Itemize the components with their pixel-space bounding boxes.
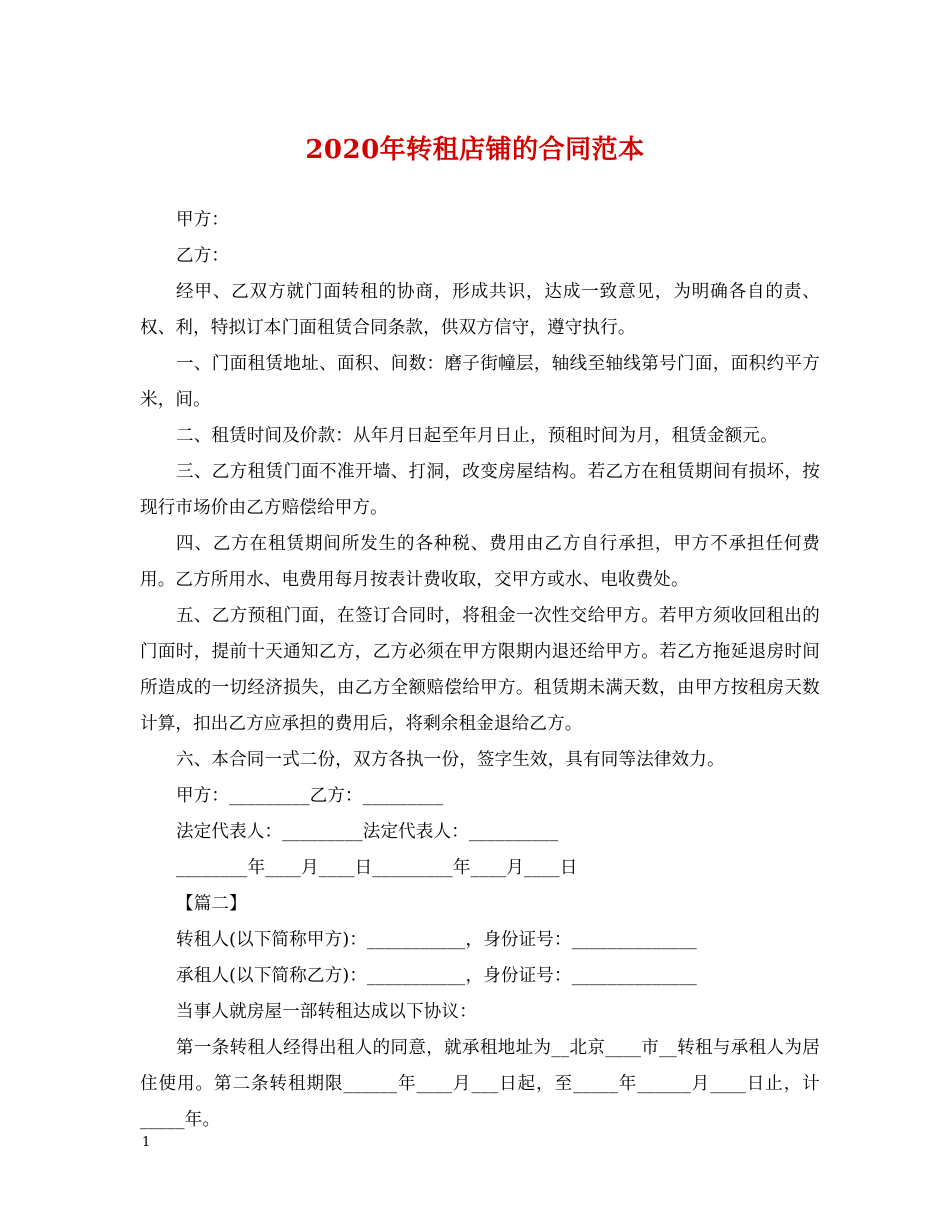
party-b-line: 乙方：: [176, 246, 230, 266]
clause-5-paragraph: 五、乙方预租门面，在签订合同时，将租金一次性交给甲方。若甲方须收回租出的门面时，提前十天通知乙方，乙方必须在甲方限期内退还给甲方。若乙方拖延退房时间所造成的一切经济损失，由乙方全额赔偿给甲方。租赁期未满天数，由甲方按租房天数计算，扣出乙方应承担的费用后，将剩余租金退给乙方。: [140, 606, 820, 734]
article-1-paragraph: 第一条转租人经得出租人的同意，就承租地址为__北京____市__转租与承租人为居住使用。第二条转租期限______年____月___日起，至_____年______月____日止，计_____年。: [140, 1038, 820, 1130]
legal-representative-line: 法定代表人：_________法定代表人：__________: [176, 822, 559, 842]
party-a-line: 甲方：: [176, 210, 230, 230]
clause-4-paragraph: 四、乙方在租赁期间所发生的各种税、费用由乙方自行承担，甲方不承担任何费用。乙方所用水、电费用每月按表计费收取，交甲方或水、电收费处。: [140, 534, 820, 590]
preamble-paragraph: 经甲、乙双方就门面转租的协商，形成共识，达成一致意见，为明确各自的责、权、利，特拟订本门面租赁合同条款，供双方信守，遵守执行。: [140, 282, 820, 338]
clause-3-paragraph: 三、乙方租赁门面不准开墙、打洞，改变房屋结构。若乙方在租赁期间有损坏，按现行市场价由乙方赔偿给甲方。: [140, 462, 820, 518]
section-two-heading: 【篇二】: [176, 894, 247, 914]
clause-1-paragraph: 一、门面租赁地址、面积、间数：磨子街幢层，轴线至轴线第号门面，面积约平方米，间。: [140, 354, 820, 410]
clause-6-paragraph: 六、本合同一式二份，双方各执一份，签字生效，具有同等法律效力。: [176, 750, 725, 770]
document-title: 2020年转租店铺的合同范本: [305, 135, 645, 165]
agreement-intro-line: 当事人就房屋一部转租达成以下协议：: [176, 1002, 477, 1022]
sublessor-line: 转租人(以下简称甲方)：___________，身份证号：______________: [176, 930, 698, 950]
clause-2-paragraph: 二、租赁时间及价款：从年月日起至年月日止，预租时间为月，租赁金额元。: [176, 426, 778, 446]
page-number: 1: [142, 1135, 151, 1150]
signature-parties-line: 甲方：_________乙方：_________: [176, 786, 444, 806]
signature-date-line: ________年____月____日_________年____月____日: [176, 858, 578, 878]
document-body: [140, 202, 820, 1138]
sublessee-line: 承租人(以下简称乙方)：___________，身份证号：______________: [176, 966, 698, 986]
